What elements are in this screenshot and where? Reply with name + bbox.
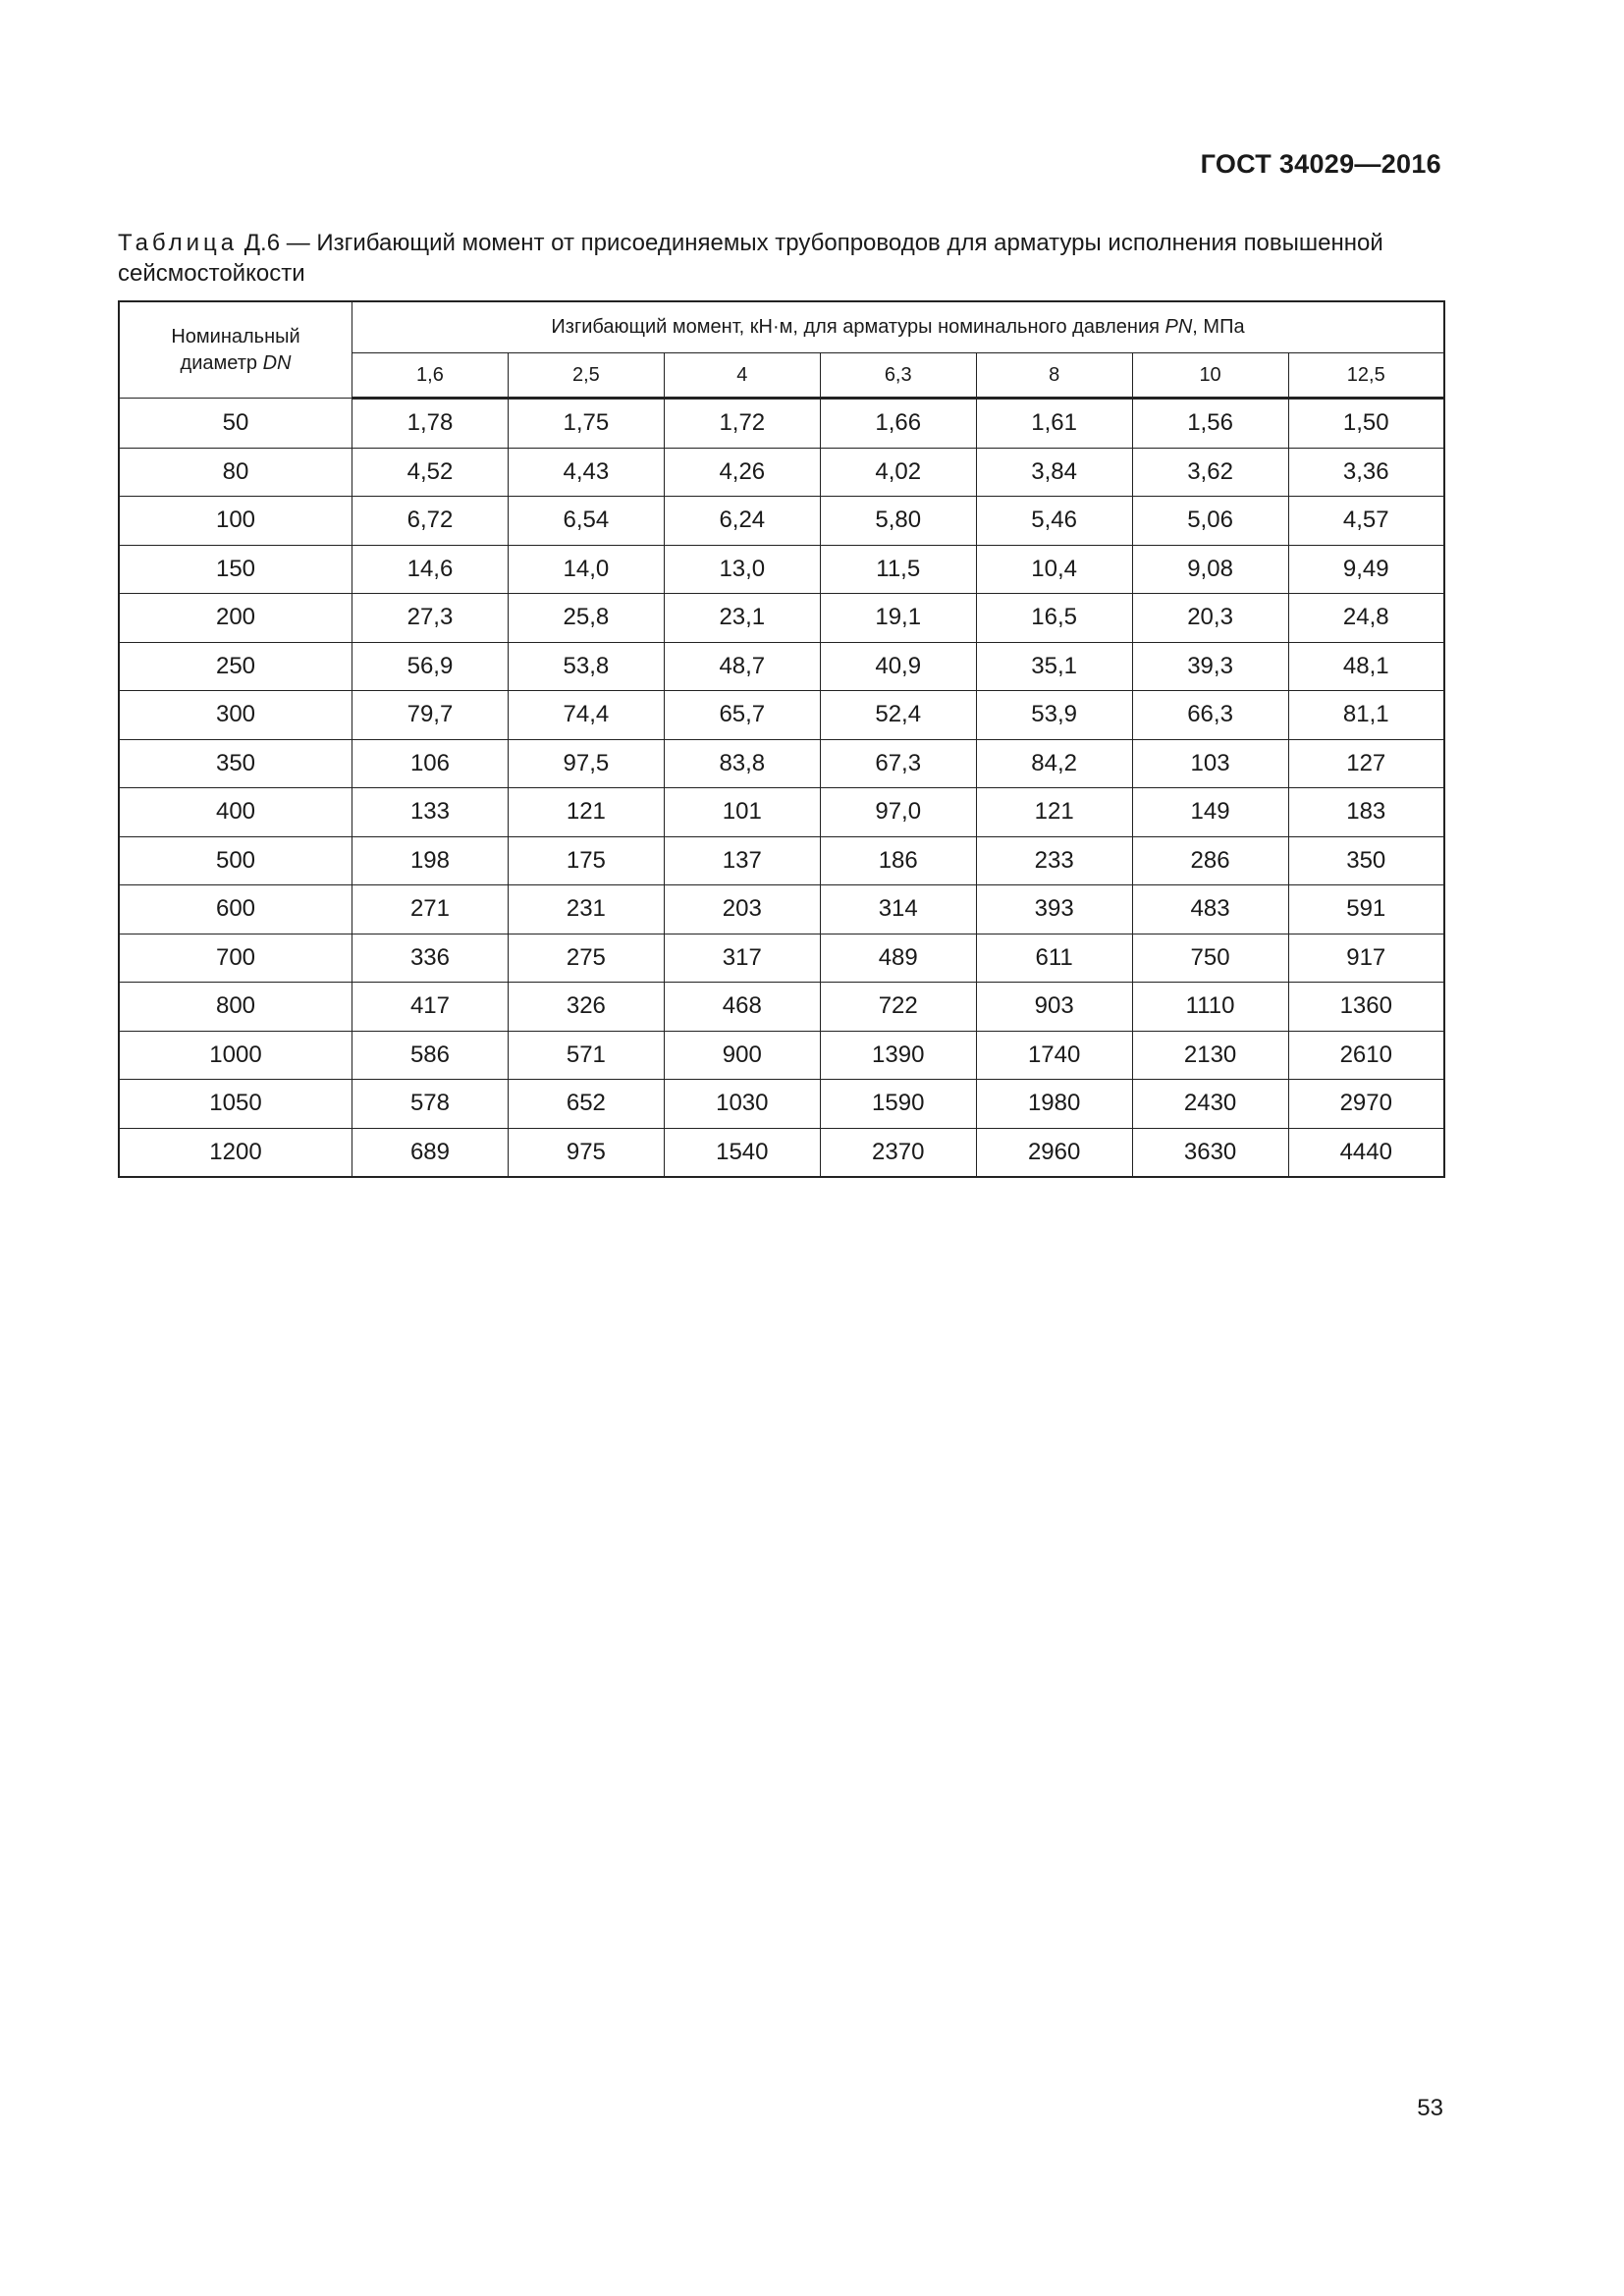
moment-value-cell: 4,02 <box>820 448 976 497</box>
moment-value-cell: 106 <box>352 739 509 788</box>
moment-value-cell: 2430 <box>1132 1080 1288 1129</box>
moment-value-cell: 903 <box>976 983 1132 1032</box>
moment-value-cell: 10,4 <box>976 545 1132 594</box>
moment-value-cell: 578 <box>352 1080 509 1129</box>
moment-value-cell: 1980 <box>976 1080 1132 1129</box>
moment-value-cell: 203 <box>664 885 820 934</box>
pn-header-cell: 10 <box>1132 353 1288 399</box>
dn-cell: 700 <box>119 934 352 983</box>
moment-value-cell: 19,1 <box>820 594 976 643</box>
table-caption <box>118 228 1445 289</box>
moment-value-cell: 83,8 <box>664 739 820 788</box>
moment-value-cell: 175 <box>508 836 664 885</box>
document-id: ГОСТ 34029—2016 <box>1200 149 1441 179</box>
table-row <box>119 399 1444 449</box>
moment-value-cell: 275 <box>508 934 664 983</box>
dn-cell: 200 <box>119 594 352 643</box>
moment-value-cell: 65,7 <box>664 691 820 740</box>
moment-value-cell: 23,1 <box>664 594 820 643</box>
moment-header-prefix: Изгибающий момент, кН·м, для арматуры номинального давления <box>551 316 1165 338</box>
moment-value-cell: 233 <box>976 836 1132 885</box>
moment-value-cell: 6,54 <box>508 497 664 546</box>
moment-value-cell: 16,5 <box>976 594 1132 643</box>
moment-value-cell: 1110 <box>1132 983 1288 1032</box>
moment-value-cell: 40,9 <box>820 642 976 691</box>
moment-value-cell: 1590 <box>820 1080 976 1129</box>
moment-value-cell: 417 <box>352 983 509 1032</box>
moment-value-cell: 5,46 <box>976 497 1132 546</box>
moment-value-cell: 35,1 <box>976 642 1132 691</box>
moment-value-cell: 67,3 <box>820 739 976 788</box>
moment-value-cell: 48,1 <box>1288 642 1444 691</box>
moment-value-cell: 591 <box>1288 885 1444 934</box>
pn-header-cell: 12,5 <box>1288 353 1444 399</box>
moment-value-cell: 1,66 <box>820 399 976 449</box>
bending-moment-table <box>118 300 1445 1178</box>
moment-value-cell: 3,84 <box>976 448 1132 497</box>
moment-value-cell: 14,0 <box>508 545 664 594</box>
moment-value-cell: 52,4 <box>820 691 976 740</box>
moment-value-cell: 198 <box>352 836 509 885</box>
moment-value-cell: 81,1 <box>1288 691 1444 740</box>
moment-value-cell: 586 <box>352 1031 509 1080</box>
moment-value-cell: 11,5 <box>820 545 976 594</box>
moment-value-cell: 1,72 <box>664 399 820 449</box>
page-number: 53 <box>1417 2095 1443 2121</box>
moment-value-cell: 9,08 <box>1132 545 1288 594</box>
moment-value-cell: 4440 <box>1288 1128 1444 1177</box>
moment-value-cell: 1030 <box>664 1080 820 1129</box>
moment-value-cell: 74,4 <box>508 691 664 740</box>
moment-value-cell: 53,8 <box>508 642 664 691</box>
table-row <box>119 983 1444 1032</box>
moment-value-cell: 149 <box>1132 788 1288 837</box>
moment-value-cell: 20,3 <box>1132 594 1288 643</box>
table-row <box>119 1128 1444 1177</box>
pn-header-cell: 6,3 <box>820 353 976 399</box>
moment-value-cell: 53,9 <box>976 691 1132 740</box>
table-body <box>119 399 1444 1178</box>
dn-cell: 800 <box>119 983 352 1032</box>
dn-cell: 400 <box>119 788 352 837</box>
moment-value-cell: 97,5 <box>508 739 664 788</box>
table-row <box>119 448 1444 497</box>
dn-cell: 500 <box>119 836 352 885</box>
moment-header-suffix: , МПа <box>1192 316 1245 338</box>
moment-value-cell: 1360 <box>1288 983 1444 1032</box>
moment-value-cell: 103 <box>1132 739 1288 788</box>
moment-value-cell: 652 <box>508 1080 664 1129</box>
moment-value-cell: 350 <box>1288 836 1444 885</box>
moment-value-cell: 611 <box>976 934 1132 983</box>
moment-value-cell: 97,0 <box>820 788 976 837</box>
table-row <box>119 739 1444 788</box>
moment-value-cell: 231 <box>508 885 664 934</box>
dn-header-line1: Номинальный <box>171 325 300 347</box>
moment-value-cell: 3630 <box>1132 1128 1288 1177</box>
moment-value-cell: 1,61 <box>976 399 1132 449</box>
moment-value-cell: 4,26 <box>664 448 820 497</box>
moment-value-cell: 13,0 <box>664 545 820 594</box>
moment-value-cell: 271 <box>352 885 509 934</box>
moment-value-cell: 689 <box>352 1128 509 1177</box>
moment-value-cell: 2960 <box>976 1128 1132 1177</box>
dn-cell: 600 <box>119 885 352 934</box>
moment-value-cell: 25,8 <box>508 594 664 643</box>
table-row <box>119 497 1444 546</box>
moment-value-cell: 6,24 <box>664 497 820 546</box>
moment-value-cell: 79,7 <box>352 691 509 740</box>
moment-value-cell: 1740 <box>976 1031 1132 1080</box>
table-row <box>119 691 1444 740</box>
moment-value-cell: 2970 <box>1288 1080 1444 1129</box>
moment-value-cell: 183 <box>1288 788 1444 837</box>
pn-header-cell: 2,5 <box>508 353 664 399</box>
moment-value-cell: 5,06 <box>1132 497 1288 546</box>
moment-value-cell: 1,56 <box>1132 399 1288 449</box>
caption-text: Д.6 — Изгибающий момент от присоединяемых трубопроводов для арматуры исполнения повышенной сейсмостойкости <box>118 230 1383 287</box>
dn-cell: 1000 <box>119 1031 352 1080</box>
dn-cell: 50 <box>119 399 352 449</box>
moment-value-cell: 3,36 <box>1288 448 1444 497</box>
moment-value-cell: 4,43 <box>508 448 664 497</box>
dn-cell: 1050 <box>119 1080 352 1129</box>
pn-header-cell: 4 <box>664 353 820 399</box>
moment-value-cell: 24,8 <box>1288 594 1444 643</box>
moment-value-cell: 917 <box>1288 934 1444 983</box>
moment-value-cell: 48,7 <box>664 642 820 691</box>
moment-value-cell: 468 <box>664 983 820 1032</box>
dn-cell: 350 <box>119 739 352 788</box>
table-row <box>119 1080 1444 1129</box>
moment-value-cell: 1390 <box>820 1031 976 1080</box>
table-row <box>119 545 1444 594</box>
moment-value-cell: 326 <box>508 983 664 1032</box>
moment-value-cell: 317 <box>664 934 820 983</box>
dn-cell: 1200 <box>119 1128 352 1177</box>
dn-header-symbol: DN <box>262 351 292 374</box>
pn-header-cell: 8 <box>976 353 1132 399</box>
moment-value-cell: 975 <box>508 1128 664 1177</box>
moment-value-cell: 84,2 <box>976 739 1132 788</box>
dn-cell: 250 <box>119 642 352 691</box>
moment-value-cell: 5,80 <box>820 497 976 546</box>
moment-value-cell: 39,3 <box>1132 642 1288 691</box>
moment-value-cell: 14,6 <box>352 545 509 594</box>
moment-value-cell: 1,75 <box>508 399 664 449</box>
moment-value-cell: 489 <box>820 934 976 983</box>
moment-value-cell: 393 <box>976 885 1132 934</box>
moment-value-cell: 9,49 <box>1288 545 1444 594</box>
moment-value-cell: 133 <box>352 788 509 837</box>
moment-value-cell: 127 <box>1288 739 1444 788</box>
table-row <box>119 594 1444 643</box>
moment-value-cell: 121 <box>508 788 664 837</box>
moment-value-cell: 1,50 <box>1288 399 1444 449</box>
moment-value-cell: 336 <box>352 934 509 983</box>
moment-value-cell: 3,62 <box>1132 448 1288 497</box>
dn-column-header <box>119 301 352 399</box>
moment-value-cell: 483 <box>1132 885 1288 934</box>
moment-value-cell: 137 <box>664 836 820 885</box>
table-row <box>119 788 1444 837</box>
moment-value-cell: 722 <box>820 983 976 1032</box>
moment-value-cell: 1,78 <box>352 399 509 449</box>
table-row <box>119 642 1444 691</box>
moment-value-cell: 314 <box>820 885 976 934</box>
moment-value-cell: 900 <box>664 1031 820 1080</box>
moment-value-cell: 2130 <box>1132 1031 1288 1080</box>
moment-value-cell: 4,52 <box>352 448 509 497</box>
table-row <box>119 885 1444 934</box>
table-row <box>119 1031 1444 1080</box>
moment-value-cell: 286 <box>1132 836 1288 885</box>
moment-value-cell: 186 <box>820 836 976 885</box>
moment-value-cell: 27,3 <box>352 594 509 643</box>
moment-value-cell: 121 <box>976 788 1132 837</box>
moment-value-cell: 101 <box>664 788 820 837</box>
moment-header-symbol: PN <box>1164 316 1193 338</box>
moment-value-cell: 750 <box>1132 934 1288 983</box>
moment-value-cell: 66,3 <box>1132 691 1288 740</box>
moment-value-cell: 2610 <box>1288 1031 1444 1080</box>
dn-cell: 100 <box>119 497 352 546</box>
dn-cell: 150 <box>119 545 352 594</box>
moment-value-cell: 6,72 <box>352 497 509 546</box>
moment-value-cell: 2370 <box>820 1128 976 1177</box>
dn-cell: 80 <box>119 448 352 497</box>
moment-value-cell: 1540 <box>664 1128 820 1177</box>
moment-value-cell: 571 <box>508 1031 664 1080</box>
moment-value-cell: 56,9 <box>352 642 509 691</box>
dn-header-line2: диаметр <box>180 351 263 374</box>
table-row <box>119 836 1444 885</box>
moment-value-cell: 4,57 <box>1288 497 1444 546</box>
caption-label: Таблица <box>118 230 239 256</box>
dn-cell: 300 <box>119 691 352 740</box>
moment-column-header <box>352 301 1445 353</box>
pn-header-cell: 1,6 <box>352 353 509 399</box>
table-row <box>119 934 1444 983</box>
